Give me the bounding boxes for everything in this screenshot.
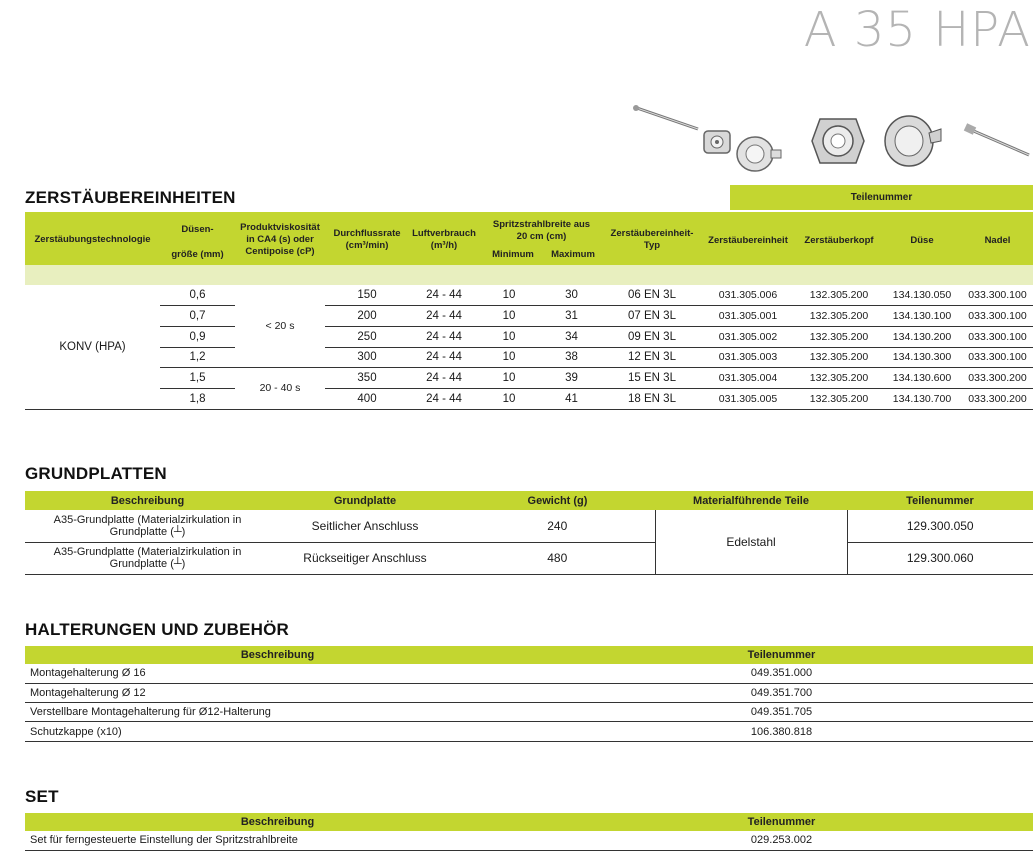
nadel-cell: 033.300.100 <box>962 347 1033 368</box>
kopf-cell: 132.305.200 <box>796 347 882 368</box>
typ-cell: 15 EN 3L <box>604 368 700 389</box>
duese-cell: 0,6 <box>160 285 235 306</box>
nadel-cell: 033.300.200 <box>962 368 1033 389</box>
section-title-grundplatten: GRUNDPLATTEN <box>25 464 167 483</box>
section-title-set: SET <box>25 787 59 806</box>
max-cell: 30 <box>539 285 604 306</box>
section-title-halterungen: HALTERUNGEN UND ZUBEHÖR <box>25 620 289 639</box>
nr-cell: 049.351.700 <box>530 683 1033 702</box>
luft-cell: 24 - 44 <box>409 368 479 389</box>
header-typ-2: Typ <box>643 240 661 251</box>
table-row <box>25 347 1033 368</box>
header-typ-1: Zerstäubereinheit- <box>610 228 694 239</box>
desc-line1: A35-Grundplatte (Materialzirkulation in <box>53 546 242 558</box>
min-cell: 10 <box>479 368 539 389</box>
set-table <box>25 813 1033 851</box>
luft-cell: 24 - 44 <box>409 285 479 306</box>
header-spritz-2: 20 cm (cm) <box>516 231 567 242</box>
header-maximum: Maximum <box>551 249 595 260</box>
luft-cell: 24 - 44 <box>409 388 479 409</box>
header-teilenummer: Teilenummer <box>847 491 1033 510</box>
desc-cell: Montagehalterung Ø 16 <box>25 664 530 683</box>
table-row <box>25 510 1033 542</box>
nadel-cell: 033.300.100 <box>962 306 1033 327</box>
gewicht-cell: 240 <box>460 510 655 542</box>
einheit-cell: 031.305.006 <box>700 285 796 306</box>
header-duesen-2: größe (mm) <box>171 249 224 260</box>
table-row <box>25 306 1033 327</box>
header-teilenummer: Teilenummer <box>530 646 1033 664</box>
table-row <box>25 703 1033 722</box>
typ-cell: 09 EN 3L <box>604 326 700 347</box>
teilenummer-cell: 129.300.050 <box>847 510 1033 542</box>
gewicht-cell: 480 <box>460 542 655 574</box>
header-duesen-1: Düsen- <box>181 224 214 235</box>
teilenummer-cell: 129.300.060 <box>847 542 1033 574</box>
einheit-cell: 031.305.005 <box>700 388 796 409</box>
table-row <box>25 542 1033 574</box>
durchfluss-cell: 300 <box>325 347 409 368</box>
desc-line2: Grundplatte (┴) <box>109 525 186 538</box>
max-cell: 38 <box>539 347 604 368</box>
nadel-cell: 033.300.100 <box>962 326 1033 347</box>
einheit-cell: 031.305.004 <box>700 368 796 389</box>
grundplatten-table <box>25 491 1033 575</box>
desc-cell: Verstellbare Montagehalterung für Ø12-Halterung <box>25 703 530 722</box>
table-row <box>25 683 1033 702</box>
header-gewicht: Gewicht (g) <box>460 491 655 510</box>
technologie-cell: KONV (HPA) <box>25 285 160 409</box>
max-cell: 39 <box>539 368 604 389</box>
header-durchfluss-1: Durchflussrate <box>333 228 401 239</box>
durchfluss-cell: 350 <box>325 368 409 389</box>
kopf-cell: 132.305.200 <box>796 388 882 409</box>
min-cell: 10 <box>479 306 539 327</box>
needle-icon <box>630 103 702 133</box>
duese-cell: 1,2 <box>160 347 235 368</box>
header-beschreibung: Beschreibung <box>25 813 530 831</box>
durchfluss-cell: 400 <box>325 388 409 409</box>
desc-cell <box>25 542 270 574</box>
desc-cell: Schutzkappe (x10) <box>25 722 530 741</box>
table-row <box>25 664 1033 683</box>
air-cap-icon <box>733 133 783 175</box>
table-row <box>25 831 1033 850</box>
duese-nr-cell: 134.130.300 <box>882 347 962 368</box>
header-beschreibung: Beschreibung <box>25 646 530 664</box>
halterungen-table <box>25 646 1033 742</box>
typ-cell: 06 EN 3L <box>604 285 700 306</box>
max-cell: 41 <box>539 388 604 409</box>
duese-cell: 1,8 <box>160 388 235 409</box>
max-cell: 31 <box>539 306 604 327</box>
nr-cell: 049.351.000 <box>530 664 1033 683</box>
min-cell: 10 <box>479 347 539 368</box>
min-cell: 10 <box>479 285 539 306</box>
header-minimum: Minimum <box>492 249 534 260</box>
duese-nr-cell: 134.130.600 <box>882 368 962 389</box>
kopf-cell: 132.305.200 <box>796 368 882 389</box>
header-teilenummer: Teilenummer <box>530 813 1033 831</box>
grundplatte-cell: Rückseitiger Anschluss <box>270 542 460 574</box>
desc-line2: Grundplatte (┴) <box>109 558 186 570</box>
nr-cell: 029.253.002 <box>530 831 1033 850</box>
einheit-cell: 031.305.001 <box>700 306 796 327</box>
header-beschreibung: Beschreibung <box>25 491 270 510</box>
header-luft-1: Luftverbrauch <box>412 228 476 239</box>
zerstaeuber-header <box>25 212 1033 265</box>
desc-cell: Montagehalterung Ø 12 <box>25 683 530 702</box>
typ-cell: 18 EN 3L <box>604 388 700 409</box>
desc-cell <box>25 510 270 542</box>
kopf-cell: 132.305.200 <box>796 285 882 306</box>
min-cell: 10 <box>479 388 539 409</box>
desc-cell: Set für ferngesteuerte Einstellung der Spritzstrahlbreite <box>25 831 530 850</box>
duese-nr-cell: 134.130.200 <box>882 326 962 347</box>
nr-cell: 049.351.705 <box>530 703 1033 722</box>
section-title-zerstaeuber: ZERSTÄUBEREINHEITEN <box>25 188 236 207</box>
table-row <box>25 285 1033 306</box>
einheit-cell: 031.305.002 <box>700 326 796 347</box>
header-luft-2: (m³/h) <box>430 240 458 251</box>
nadel-cell: 033.300.100 <box>962 285 1033 306</box>
viskositaet-group1: < 20 s <box>235 285 325 368</box>
typ-cell: 07 EN 3L <box>604 306 700 327</box>
product-illustrations <box>625 95 1033 175</box>
header-technologie: Zerstäubungstechnologie <box>34 234 151 245</box>
grundplatte-cell: Seitlicher Anschluss <box>270 510 460 542</box>
typ-cell: 12 EN 3L <box>604 347 700 368</box>
table-row <box>25 326 1033 347</box>
material-cell: Edelstahl <box>655 510 847 574</box>
min-cell: 10 <box>479 326 539 347</box>
table-row <box>25 388 1033 409</box>
luft-cell: 24 - 44 <box>409 326 479 347</box>
page-title: A 35 HPA <box>803 2 1031 58</box>
einheit-cell: 031.305.003 <box>700 347 796 368</box>
header-grundplatte: Grundplatte <box>270 491 460 510</box>
kopf-cell: 132.305.200 <box>796 306 882 327</box>
max-cell: 34 <box>539 326 604 347</box>
header-spritz-1: Spritzstrahlbreite aus <box>492 219 591 230</box>
duese-cell: 0,7 <box>160 306 235 327</box>
header-nadel: Nadel <box>984 235 1011 246</box>
viskositaet-group2: 20 - 40 s <box>235 368 325 409</box>
duese-nr-cell: 134.130.050 <box>882 285 962 306</box>
luft-cell: 24 - 44 <box>409 306 479 327</box>
header-visk-2: in CA4 (s) oder <box>246 234 314 245</box>
header-visk-1: Produktviskosität <box>240 222 320 233</box>
durchfluss-cell: 200 <box>325 306 409 327</box>
table-row <box>25 368 1033 389</box>
duese-cell: 1,5 <box>160 368 235 389</box>
durchfluss-cell: 250 <box>325 326 409 347</box>
nadel-cell: 033.300.200 <box>962 388 1033 409</box>
table-row <box>25 722 1033 741</box>
kopf-cell: 132.305.200 <box>796 326 882 347</box>
spray-head-icon <box>883 111 943 169</box>
nr-cell: 106.380.818 <box>530 722 1033 741</box>
needle-long-icon <box>963 123 1033 159</box>
duese-nr-cell: 134.130.100 <box>882 306 962 327</box>
header-zerstaeuberkopf: Zerstäuberkopf <box>804 235 874 246</box>
duese-cell: 0,9 <box>160 326 235 347</box>
duese-nr-cell: 134.130.700 <box>882 388 962 409</box>
teilenummer-band: Teilenummer <box>730 185 1033 210</box>
header-visk-3: Centipoise (cP) <box>245 246 315 257</box>
header-duese: Düse <box>910 235 934 246</box>
air-cap-ring-icon <box>810 115 866 167</box>
header-durchfluss-2: (cm³/min) <box>345 240 389 251</box>
header-zerstaeubereinheit: Zerstäubereinheit <box>708 235 788 246</box>
header-subband <box>25 265 1033 285</box>
zerstaeuber-table <box>25 285 1033 410</box>
desc-line1: A35-Grundplatte (Materialzirkulation in <box>53 513 242 526</box>
durchfluss-cell: 150 <box>325 285 409 306</box>
luft-cell: 24 - 44 <box>409 347 479 368</box>
header-material: Materialführende Teile <box>655 491 847 510</box>
